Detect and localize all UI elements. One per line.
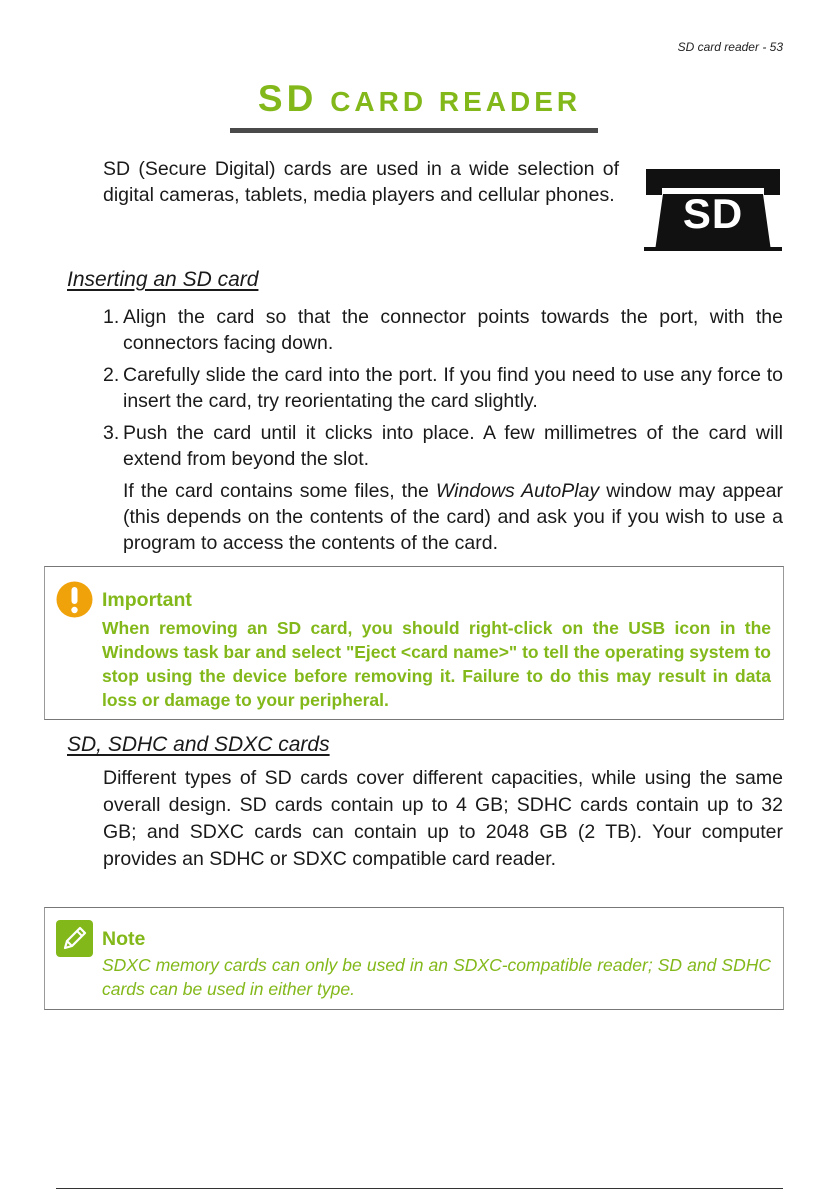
note-callout bbox=[44, 907, 784, 1010]
note-body: SDXC memory cards can only be used in an SDXC-compatible reader; SD and SDHC cards can be used in either type. bbox=[102, 955, 771, 999]
heading-card-types: SD, SDHC and SDXC cards bbox=[67, 733, 330, 756]
step-text: Push the card until it clicks into place. A few millimetres of the card will extend from beyond the slot. bbox=[123, 422, 783, 470]
sd-card-icon bbox=[642, 165, 784, 255]
page-title-rest: CARD READER bbox=[330, 86, 582, 117]
important-title: Important bbox=[102, 589, 192, 611]
autoplay-note-before: If the card contains some files, the bbox=[123, 480, 436, 502]
list-item bbox=[103, 304, 783, 356]
card-types-paragraph: Different types of SD cards cover different capacities, while using the same overall design. SD cards contain up to 4 GB; SDHC cards contain up to 32 GB; and SDXC cards can contain up to 2048 GB (2 TB). Your computer provides an SDHC or SDXC compatible card reader. bbox=[103, 767, 783, 870]
autoplay-note bbox=[123, 478, 783, 556]
title-underline bbox=[230, 128, 598, 133]
important-body: When removing an SD card, you should right-click on the USB icon in the Windows task bar and select "Eject <card name>" to tell the operating system to stop using the device before removing it. Failure to do this may result in data loss or damage to your peripheral. bbox=[102, 618, 771, 710]
step-number: 2. bbox=[103, 364, 120, 386]
pencil-icon bbox=[56, 920, 93, 957]
heading-inserting: Inserting an SD card bbox=[67, 268, 259, 291]
list-item bbox=[103, 420, 783, 472]
intro-paragraph: SD (Secure Digital) cards are used in a wide selection of digital cameras, tablets, media players and cellular phones. bbox=[103, 158, 619, 206]
autoplay-window-name: Windows AutoPlay bbox=[435, 480, 600, 502]
step-text: Carefully slide the card into the port. If you find you need to use any force to insert the card, try reorientating the card slightly. bbox=[123, 364, 783, 412]
step-text: Align the card so that the connector points towards the port, with the connectors facing down. bbox=[123, 306, 783, 354]
important-callout bbox=[44, 566, 784, 720]
steps-list bbox=[103, 304, 783, 556]
step-number: 1. bbox=[103, 306, 120, 328]
autoplay-note-after: window may appear (this depends on the contents of the card) and ask you if you wish to use a program to access the contents of the card. bbox=[123, 480, 783, 554]
list-item bbox=[103, 362, 783, 414]
page-title bbox=[0, 78, 839, 120]
running-header: SD card reader - 53 bbox=[677, 40, 783, 54]
step-number: 3. bbox=[103, 422, 120, 444]
footer-rule bbox=[56, 1188, 783, 1189]
note-title: Note bbox=[102, 928, 146, 950]
sd-logo-text: SD bbox=[682, 190, 744, 237]
exclamation-icon bbox=[56, 581, 93, 618]
page-title-sd: SD bbox=[257, 78, 318, 119]
